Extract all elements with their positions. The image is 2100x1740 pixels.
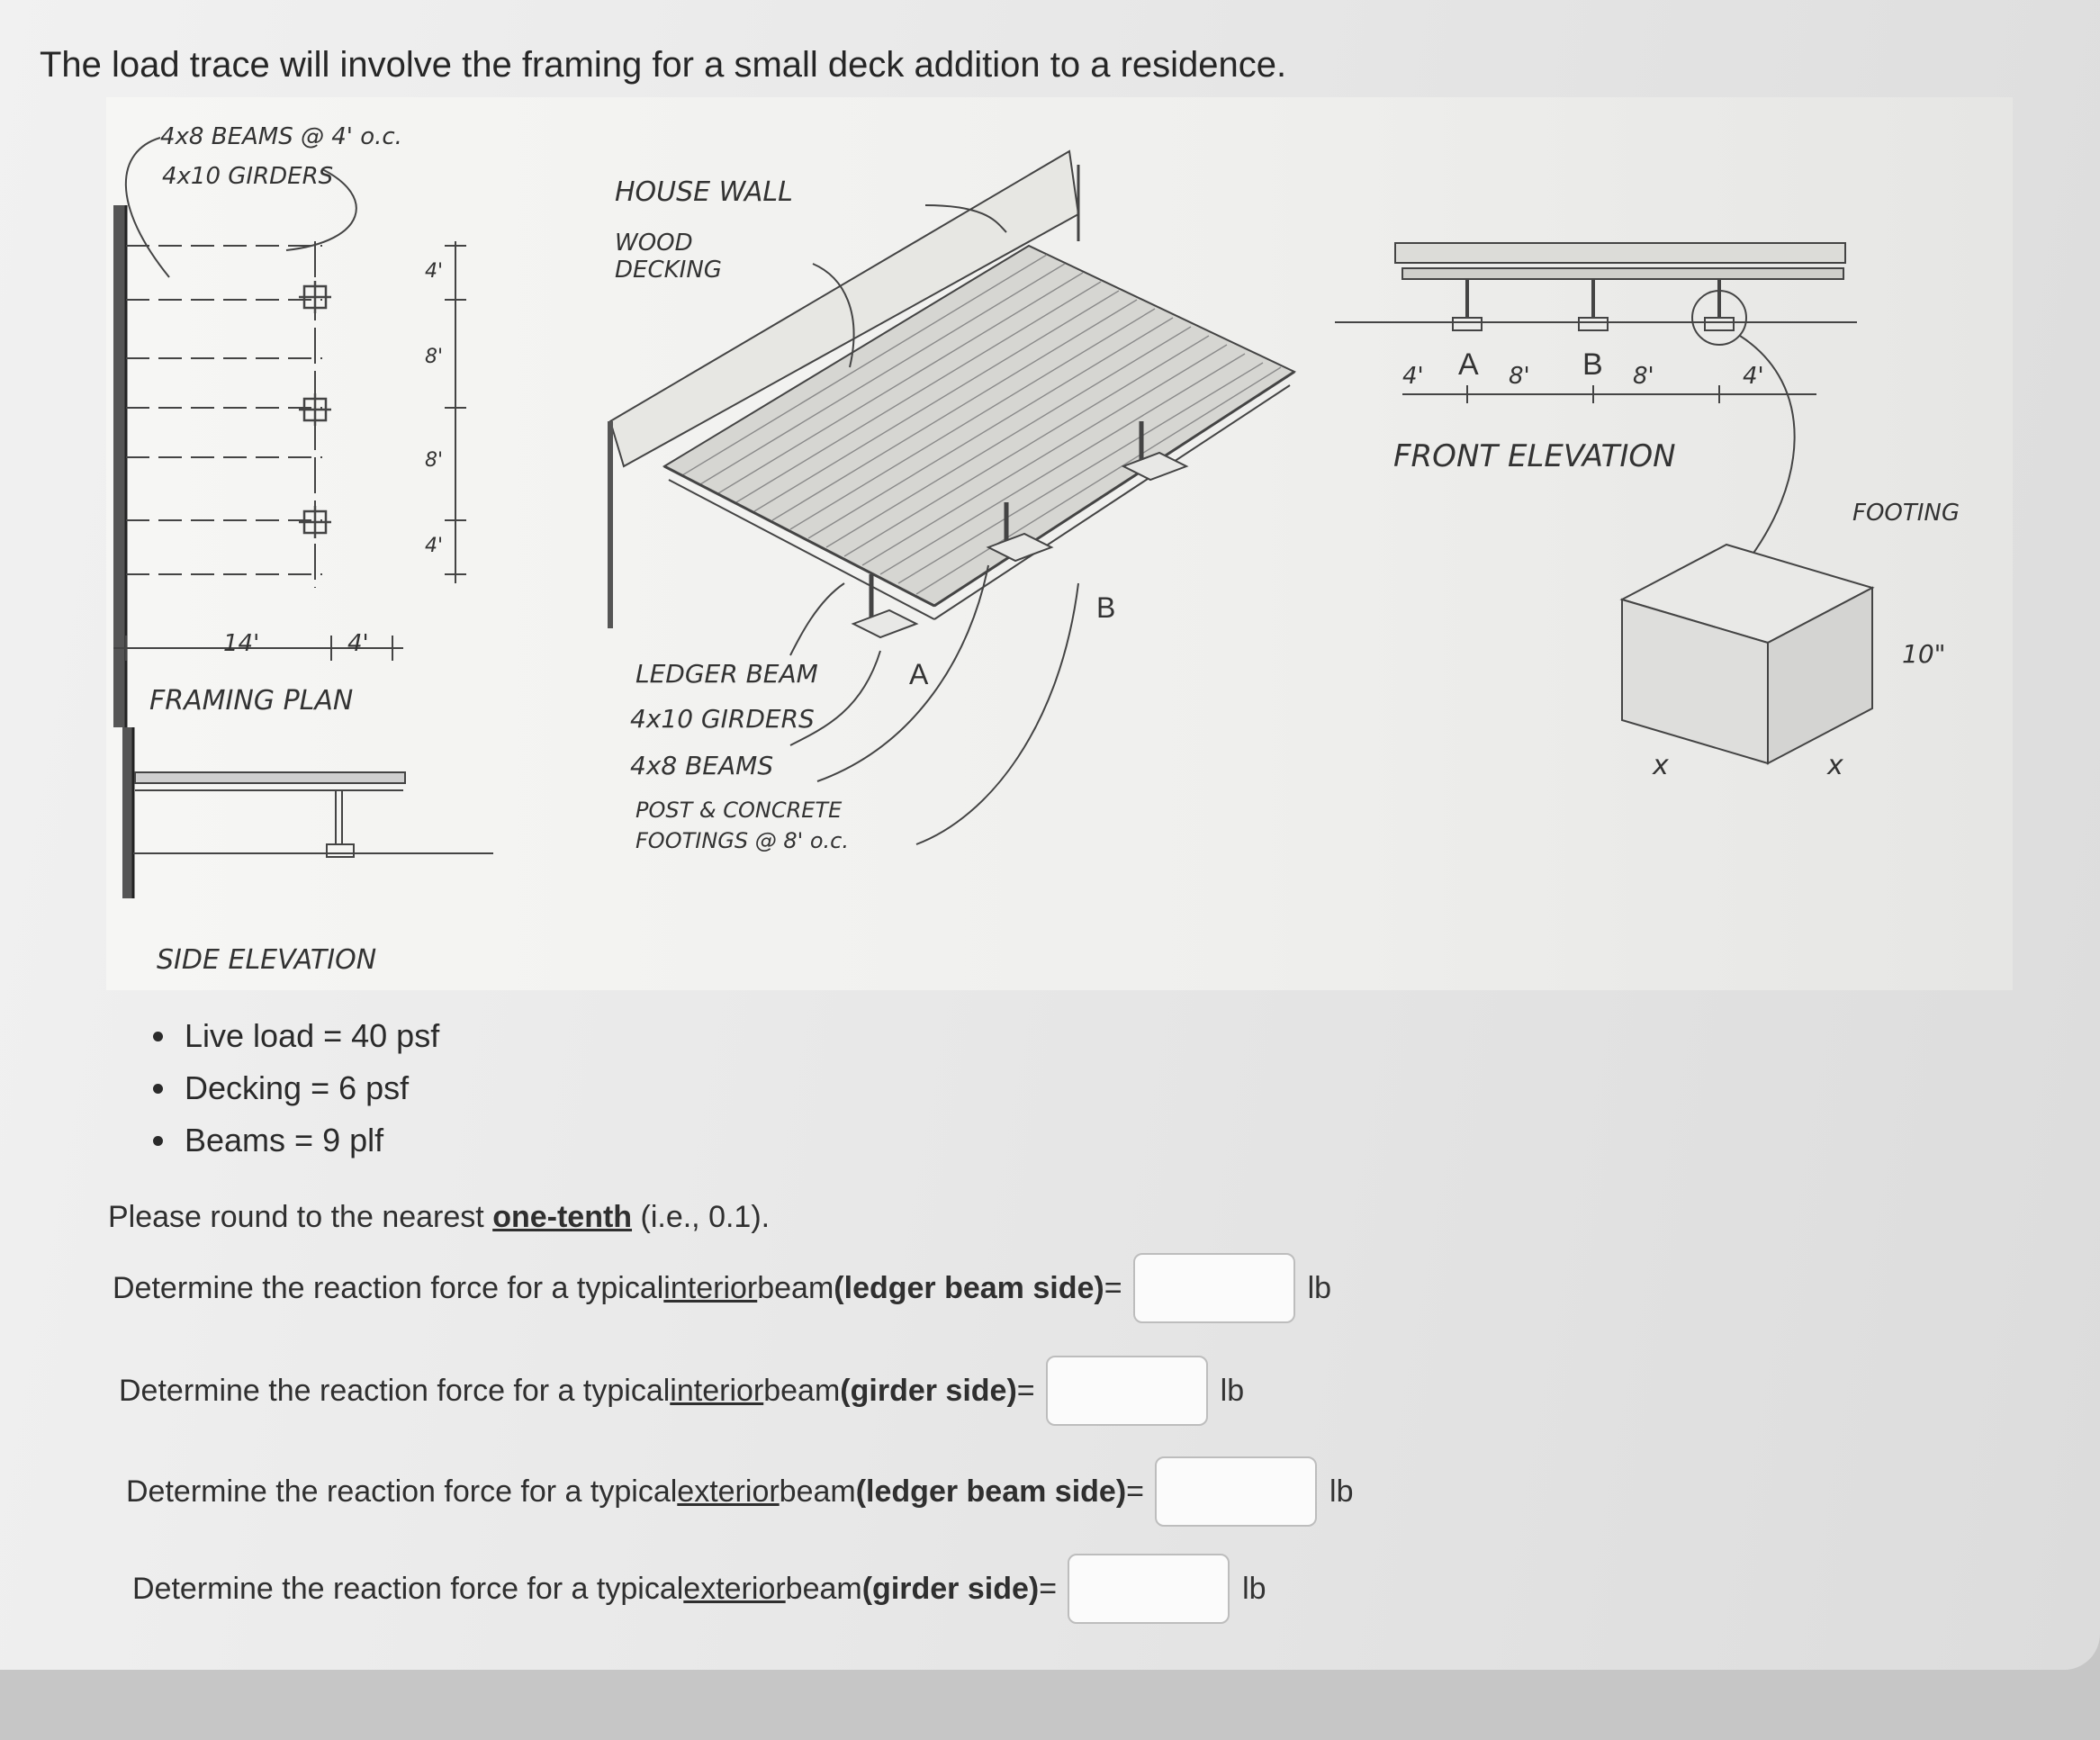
label-footing-x2: x xyxy=(1827,750,1843,781)
question-equals: = xyxy=(1039,1571,1058,1606)
question-equals: = xyxy=(1104,1270,1122,1305)
label-beams-spacing: 4x8 BEAMS @ 4' o.c. xyxy=(160,123,402,150)
label-front-elevation: FRONT ELEVATION xyxy=(1393,438,1676,474)
unit-label: lb xyxy=(1220,1373,1245,1408)
isometric-deck-drawing xyxy=(610,151,1294,844)
label-front-dim-8a: 8' xyxy=(1509,363,1530,390)
round-note-post: (i.e., 0.1). xyxy=(632,1200,771,1234)
bullet xyxy=(153,1032,163,1041)
side-elevation-drawing xyxy=(122,727,493,898)
question-exterior-ledger xyxy=(126,1456,1353,1527)
bullet xyxy=(153,1136,163,1146)
label-dim-4: 4' xyxy=(347,630,369,657)
framing-plan-drawing xyxy=(113,138,466,727)
question-text: beam xyxy=(757,1270,834,1305)
question-equals: = xyxy=(1016,1373,1035,1408)
rounding-instruction xyxy=(108,1200,770,1235)
label-post-concrete: POST & CONCRETE xyxy=(635,798,843,823)
list-item xyxy=(153,1069,439,1107)
question-bold: (ledger beam side) xyxy=(855,1474,1127,1509)
answer-input-interior-ledger[interactable] xyxy=(1133,1253,1295,1323)
question-text: beam xyxy=(763,1373,841,1408)
label-footing-x1: x xyxy=(1653,750,1669,781)
label-iso-a: A xyxy=(909,658,929,690)
bullet xyxy=(153,1084,163,1094)
question-text: Determine the reaction force for a typical xyxy=(119,1373,671,1408)
unit-label: lb xyxy=(1329,1474,1354,1509)
question-text: Determine the reaction force for a typical xyxy=(113,1270,664,1305)
label-footing: FOOTING xyxy=(1852,500,1960,527)
label-footings-spacing: FOOTINGS @ 8' o.c. xyxy=(635,828,849,853)
label-front-b: B xyxy=(1582,347,1603,382)
unit-label: lb xyxy=(1242,1571,1266,1606)
label-side-elevation: SIDE ELEVATION xyxy=(157,944,377,976)
question-emph: exterior xyxy=(683,1571,786,1606)
label-front-dim-8b: 8' xyxy=(1633,363,1654,390)
label-wood: WOOD xyxy=(615,230,693,257)
label-framing-plan: FRAMING PLAN xyxy=(149,685,354,717)
label-side-dim-4b: 4' xyxy=(425,535,444,557)
round-note-pre: Please round to the nearest xyxy=(108,1200,493,1234)
question-text: beam xyxy=(779,1474,856,1509)
question-emph: exterior xyxy=(677,1474,780,1509)
question-bold: (girder side) xyxy=(861,1571,1040,1606)
label-footing-10in: 10" xyxy=(1902,639,1946,669)
round-note-emph: one-tenth xyxy=(492,1200,633,1234)
label-front-dim-4b: 4' xyxy=(1743,363,1764,390)
label-decking: DECKING xyxy=(615,257,722,284)
list-item xyxy=(153,1017,439,1055)
unit-label: lb xyxy=(1307,1270,1332,1305)
label-front-a: A xyxy=(1458,347,1479,382)
question-interior-girder xyxy=(119,1356,1244,1426)
label-iso-beams: 4x8 BEAMS xyxy=(630,751,774,780)
front-elevation-drawing xyxy=(1335,243,1857,565)
decking-load-text: Decking = 6 psf xyxy=(185,1069,410,1106)
question-equals: = xyxy=(1126,1474,1145,1509)
label-plan-girders: 4x10 GIRDERS xyxy=(162,163,334,190)
question-emph: interior xyxy=(670,1373,764,1408)
label-front-dim-4a: 4' xyxy=(1402,363,1424,390)
label-dim-14: 14' xyxy=(223,630,260,657)
question-emph: interior xyxy=(663,1270,758,1305)
live-load-text: Live load = 40 psf xyxy=(185,1017,440,1054)
answer-input-exterior-girder[interactable] xyxy=(1068,1554,1230,1624)
question-text: beam xyxy=(785,1571,862,1606)
label-side-dim-8a: 8' xyxy=(425,346,444,368)
label-house-wall: HOUSE WALL xyxy=(615,176,793,208)
question-text: Determine the reaction force for a typical xyxy=(132,1571,684,1606)
answer-input-interior-girder[interactable] xyxy=(1046,1356,1208,1426)
label-side-dim-8b: 8' xyxy=(425,449,444,472)
footing-drawing xyxy=(1622,545,1872,763)
question-text: Determine the reaction force for a typical xyxy=(126,1474,678,1509)
beams-load-text: Beams = 9 plf xyxy=(185,1122,384,1158)
question-exterior-girder xyxy=(132,1554,1266,1624)
question-bold: (girder side) xyxy=(840,1373,1017,1408)
question-interior-ledger xyxy=(113,1253,1331,1323)
label-iso-girders: 4x10 GIRDERS xyxy=(630,704,815,734)
answer-input-exterior-ledger[interactable] xyxy=(1155,1456,1317,1527)
label-iso-b: B xyxy=(1096,591,1116,624)
question-bold: (ledger beam side) xyxy=(834,1270,1104,1305)
deck-framing-figure xyxy=(106,97,2013,990)
label-ledger-beam: LEDGER BEAM xyxy=(635,659,818,689)
label-side-dim-4a: 4' xyxy=(425,260,444,283)
load-list xyxy=(153,1017,439,1174)
list-item xyxy=(153,1122,439,1159)
intro-text: The load trace will involve the framing for a small deck addition to a residence. xyxy=(40,45,1287,85)
